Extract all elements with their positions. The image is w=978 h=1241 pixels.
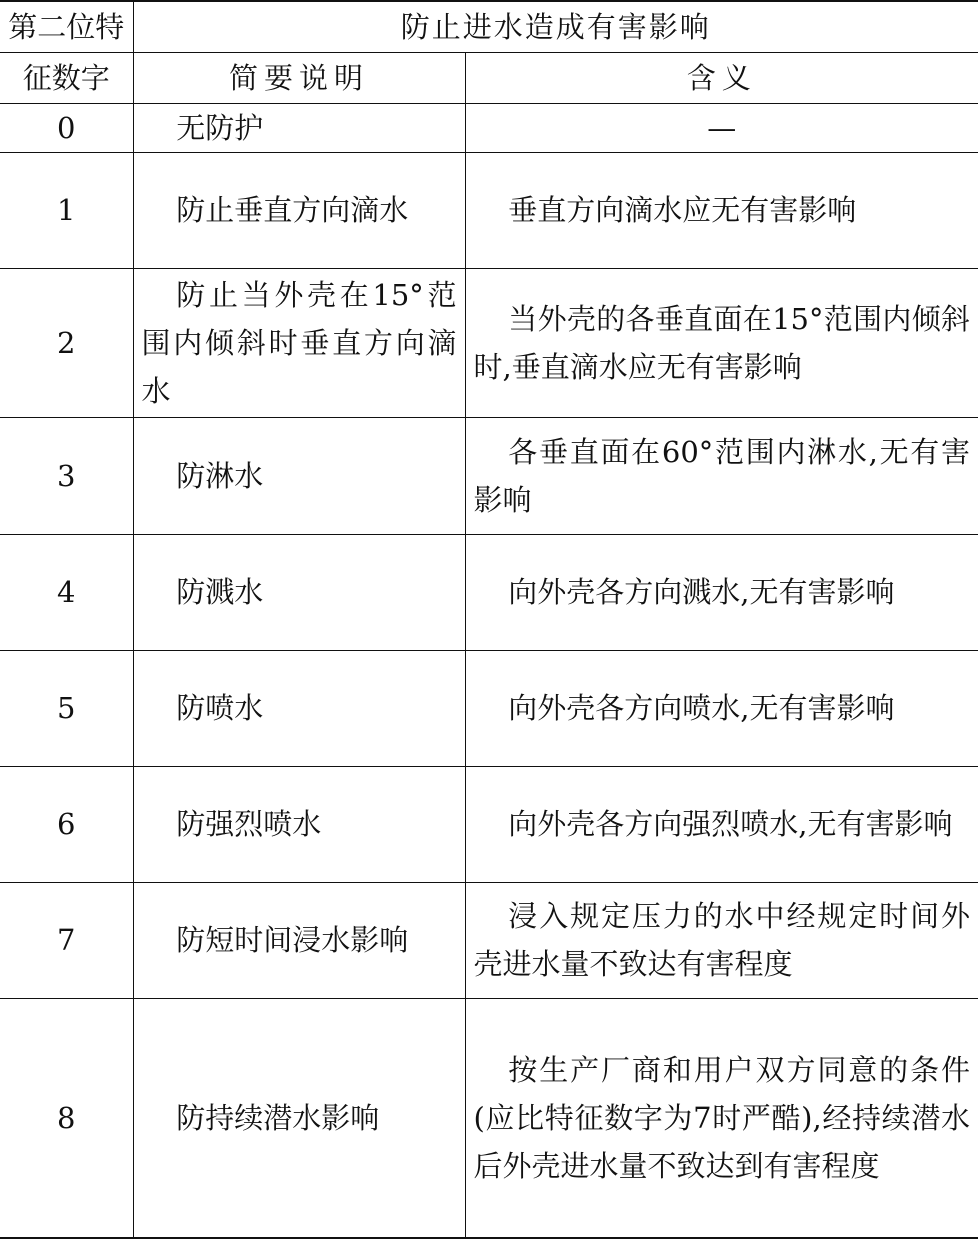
table-row [0, 766, 978, 882]
header-col-meaning: 含义 [465, 52, 978, 103]
table-row [0, 417, 978, 534]
table-row [0, 268, 978, 417]
meaning-cell: 向外壳各方向溅水,无有害影响 [465, 534, 978, 650]
digit-cell: 8 [0, 998, 133, 1238]
meaning-cell: 当外壳的各垂直面在15°范围内倾斜时,垂直滴水应无有害影响 [465, 268, 978, 417]
desc-cell: 防淋水 [133, 417, 465, 534]
desc-cell: 防止当外壳在15°范围内倾斜时垂直方向滴水 [133, 268, 465, 417]
meaning-cell: 垂直方向滴水应无有害影响 [465, 152, 978, 268]
header-first-col-line2: 征数字 [0, 52, 133, 103]
header-first-col-line1: 第二位特 [0, 1, 133, 52]
digit-cell: 7 [0, 882, 133, 998]
meaning-cell: 按生产厂商和用户双方同意的条件(应比特征数字为7时严酷),经持续潜水后外壳进水量不致达到有害程度 [465, 998, 978, 1238]
desc-cell: 防喷水 [133, 650, 465, 766]
meaning-cell: 向外壳各方向强烈喷水,无有害影响 [465, 766, 978, 882]
desc-cell: 无防护 [133, 103, 465, 152]
digit-cell: 6 [0, 766, 133, 882]
desc-cell: 防强烈喷水 [133, 766, 465, 882]
table-row [0, 103, 978, 152]
header-group-title: 防止进水造成有害影响 [133, 1, 978, 52]
desc-cell: 防止垂直方向滴水 [133, 152, 465, 268]
digit-cell: 5 [0, 650, 133, 766]
digit-cell: 1 [0, 152, 133, 268]
digit-cell: 4 [0, 534, 133, 650]
desc-cell: 防持续潜水影响 [133, 998, 465, 1238]
table-row [0, 998, 978, 1238]
digit-cell: 2 [0, 268, 133, 417]
meaning-cell: 向外壳各方向喷水,无有害影响 [465, 650, 978, 766]
digit-cell: 3 [0, 417, 133, 534]
meaning-cell: 各垂直面在60°范围内淋水,无有害影响 [465, 417, 978, 534]
desc-cell: 防溅水 [133, 534, 465, 650]
meaning-cell: 浸入规定压力的水中经规定时间外壳进水量不致达有害程度 [465, 882, 978, 998]
digit-cell: 0 [0, 103, 133, 152]
table-row [0, 152, 978, 268]
table-row [0, 650, 978, 766]
desc-cell: 防短时间浸水影响 [133, 882, 465, 998]
table-row [0, 534, 978, 650]
meaning-cell: — [465, 103, 978, 152]
header-col-desc: 简要说明 [133, 52, 465, 103]
table-row [0, 882, 978, 998]
